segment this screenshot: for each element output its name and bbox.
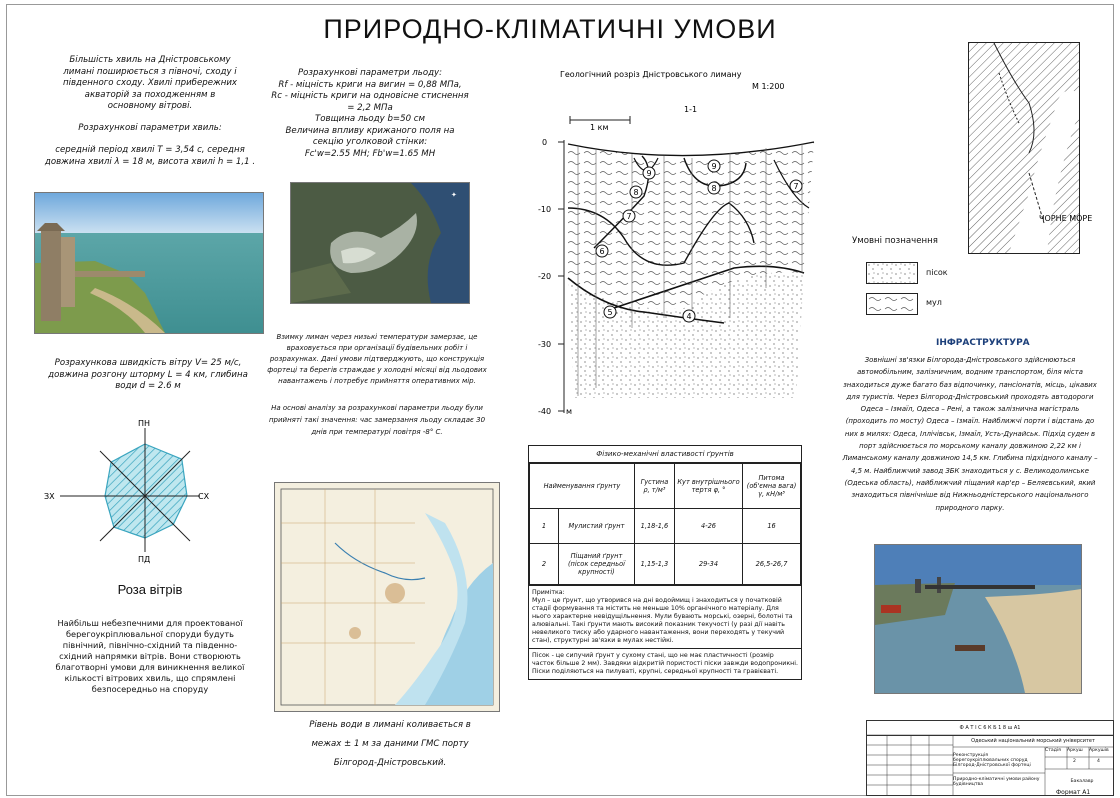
ice-line-2: Rc - міцність криги на одновісне стиснення = 2,2 МПа: [271, 91, 469, 113]
fortress-photo: [34, 192, 264, 334]
ice-heading: Розрахункові параметри льоду:: [297, 68, 443, 78]
depth-0: 0: [542, 138, 548, 147]
stamp-sheet-label: Аркуш: [1067, 748, 1083, 753]
depth-30: -30: [538, 340, 552, 349]
depth-20: -20: [538, 272, 552, 281]
soil-properties-table: [528, 445, 802, 680]
legend-title: Умовні позначення: [852, 236, 938, 246]
soil-table-caption: Фізико-механічні властивості ґрунтів: [529, 446, 801, 463]
rose-label-e: СХ: [198, 492, 210, 501]
ice-line-1: Rf - міцність криги на вигин = 0,88 МПа,: [278, 79, 462, 90]
waves-params: середній період хвилі Т = 3,54 с, середня довжина хвилі λ = 18 м, висота хвилі h = 1,1 .: [44, 145, 256, 167]
location-sea-label: ЧОРНЕ МОРЕ: [1039, 214, 1093, 223]
stamp-sheets-label: Аркушів: [1089, 748, 1109, 753]
bridge-photo: [874, 544, 1082, 694]
stamp-sheet-title: Природно-кліматичні умови району будівництва: [953, 777, 1040, 787]
geology-scale: М 1:200: [752, 82, 785, 91]
col-density: Густина ρ, т/м³: [634, 464, 674, 509]
soil-note-silt: Мул – це ґрунт, що утворився на дні водоймищ і знаходиться у початковій стадії формування та містить не меньше 10% органічного матеріалу. Для нього характерне невідущільнення. Мули бувають морські, озерні, болотні та алювіальні. Такі ґрунти мають високий показник текучості (у разі дії навіть невеликого тиску або ударного навантаження, вони переходять у текучий стан), структурні зв'язки в мулах нестійкі.: [532, 597, 793, 644]
ice-line-3: Товщина льоду b=50 см: [315, 114, 425, 124]
depth-unit: м: [566, 407, 573, 416]
stamp-sheets-number: 4: [1097, 759, 1100, 764]
layer-label: 9: [711, 162, 717, 171]
satellite-image: [290, 182, 470, 304]
wind-rose: [40, 410, 250, 585]
stamp-variant: Бакалавр: [1070, 779, 1094, 784]
ice-note-2: На основі аналізу за розрахункові параметри льоду були прийняті такі значення: час замерзання льоду складає 30 днів при температурі повітря -8° С.: [268, 404, 486, 436]
geology-section-label: 1-1: [684, 105, 698, 114]
rose-label-n: ПН: [138, 419, 151, 428]
wind-rose-description: Найбільш небезпечними для проектованої берегоукріплювальної споруди будуть північний, північно-східний та південно-східний напрямки вітрів. Вони створюють благотворні умови для виникнення великої кількості вітрових хвиль, що спрямлені безпосередньо на споруду: [55, 618, 245, 694]
layer-label: 6: [599, 247, 605, 256]
location-map: [968, 42, 1093, 254]
layer-label: 4: [686, 312, 692, 321]
ice-line-4: Величина впливу крижаного поля на секцію уголковой стінки:: [285, 125, 455, 147]
legend-sand-label: пісок: [926, 268, 948, 277]
map-caption: Рівень води в лимані коливається в межах ± 1 м за даними ГМС порту Білгород-Дністровський.: [309, 720, 471, 768]
rose-label-s: ПД: [138, 555, 151, 564]
legend-sand-swatch: [866, 262, 918, 284]
table-row: 1 Мулистий ґрунт 1,18-1,6 4-26 16: [530, 509, 801, 544]
col-friction: Кут внутрішнього тертя φ, °: [674, 464, 742, 509]
legend-silt-swatch: [866, 293, 918, 315]
stamp-stage-label: Стадія: [1045, 748, 1061, 753]
stamp-sheet-number: 2: [1073, 759, 1076, 764]
table-row: 2 Піщаний ґрунт (пісок середньої крупності) 1,15-1,3 29-34 26,5-26,7: [530, 544, 801, 585]
waves-params-heading: Розрахункові параметри хвиль:: [78, 123, 222, 133]
topographic-map: [274, 482, 500, 712]
layer-label: 9: [646, 169, 652, 178]
col-soil-name: Найменування ґрунту: [530, 464, 635, 509]
layer-label: 8: [633, 188, 639, 197]
ice-params: [270, 68, 470, 160]
depth-10: -10: [538, 205, 552, 214]
stamp-code: Ф А Т І С 6 К Б 1 8 ш А1: [867, 721, 1113, 736]
layer-label: 7: [626, 212, 632, 221]
waves-intro: Більшість хвиль на Дністровському лимані поширюється з півночі, сходу і південного сходу. Хвилі прибережних акваторій за походженням в основному вітрові.: [62, 55, 238, 111]
stamp-project: Реконструкція берегоукріплювальних споруд Білгород-Дністровської фортеці: [953, 753, 1031, 768]
wind-params: Розрахункова швидкість вітру V= 25 м/с, довжина розгону шторму L = 4 км, глибина води d = 2.6 м: [48, 358, 248, 391]
geology-km-scale: 1 км: [590, 123, 609, 132]
depth-40: -40: [538, 407, 552, 416]
col-unit-weight: Питома (об'ємна вага) γ, кН/м³: [743, 464, 801, 509]
ice-line-5: Fc'w=2.55 MH; Fb'w=1.65 MH: [304, 148, 436, 159]
infra-heading: ІНФРАСТРУКТУРА: [936, 338, 1030, 348]
rose-label-w: ЗХ: [44, 492, 55, 501]
layer-label: 8: [711, 184, 717, 193]
layer-label: 5: [607, 308, 613, 317]
infra-text: Зовнішні зв'язки Білгорода-Дністровського здійснюються автомобільним, залізничним, водним транспортом, біля міста знаходиться дуже багато баз відпочинку, пансіонатів, місць, цікавих для туристів. Через Білгород-Дністровський проходять автодороги Одеса – Ізмаїл, Одеса – Рені, а також залізнична магістраль (проходить по мосту) Одеса – Ізмаїл. Найближчі порти і відстань до них в милях: Одеса, Іллічівськ, Ізмаїл, Усть-Дунайськ. Підхід суден в порт здійснюється по морському каналу довжиною 2,22 км і Лиманському каналу довжиною 14,5 км. Глибина підхідного каналу – 4,5 м. Найближчий завод ЗБК знаходиться у с. Великодолинське (Одеська область), найближчий піщаний кар'єр – Беляєвський, який знаходиться північніше від Нижньодністерського національного природного парку.: [842, 356, 1098, 512]
stamp-university: Одеський національний морський університет: [971, 738, 1095, 744]
page-title: ПРИРОДНО-КЛІМАТИЧНІ УМОВИ: [323, 14, 777, 44]
svg-text:✦: ✦: [451, 191, 457, 199]
sheet-format: Формат А1: [1056, 789, 1091, 796]
soil-note-sand: Пісок - це сипучий ґрунт у сухому стані, що не має пластичності (розмір часток більше 2 мм). Завдяки відкритій пористості піски завжди водопроникні. Піски поділяються на пилуваті, крупні, середньої крупності та гравієваті.: [529, 648, 801, 679]
geological-section: [534, 68, 824, 428]
ice-note-1: Взимку лиман через низькі температури замерзає, це враховується при організації будівельних робіт і розрахунках. Дані умови підтверджують, що конструкція фортеці та берегів страждає у холодні місяці від льодових навантажень і потребує прийняття оперативних мір.: [267, 333, 487, 385]
title-block: [866, 720, 1114, 796]
wind-rose-title: Роза вітрів: [117, 582, 183, 597]
layer-label: 7: [793, 182, 799, 191]
legend-silt-label: мул: [926, 298, 942, 307]
soil-note-heading: Примітка:: [532, 589, 565, 596]
geology-title: Геологічний розріз Дністровського лиману: [560, 70, 742, 79]
